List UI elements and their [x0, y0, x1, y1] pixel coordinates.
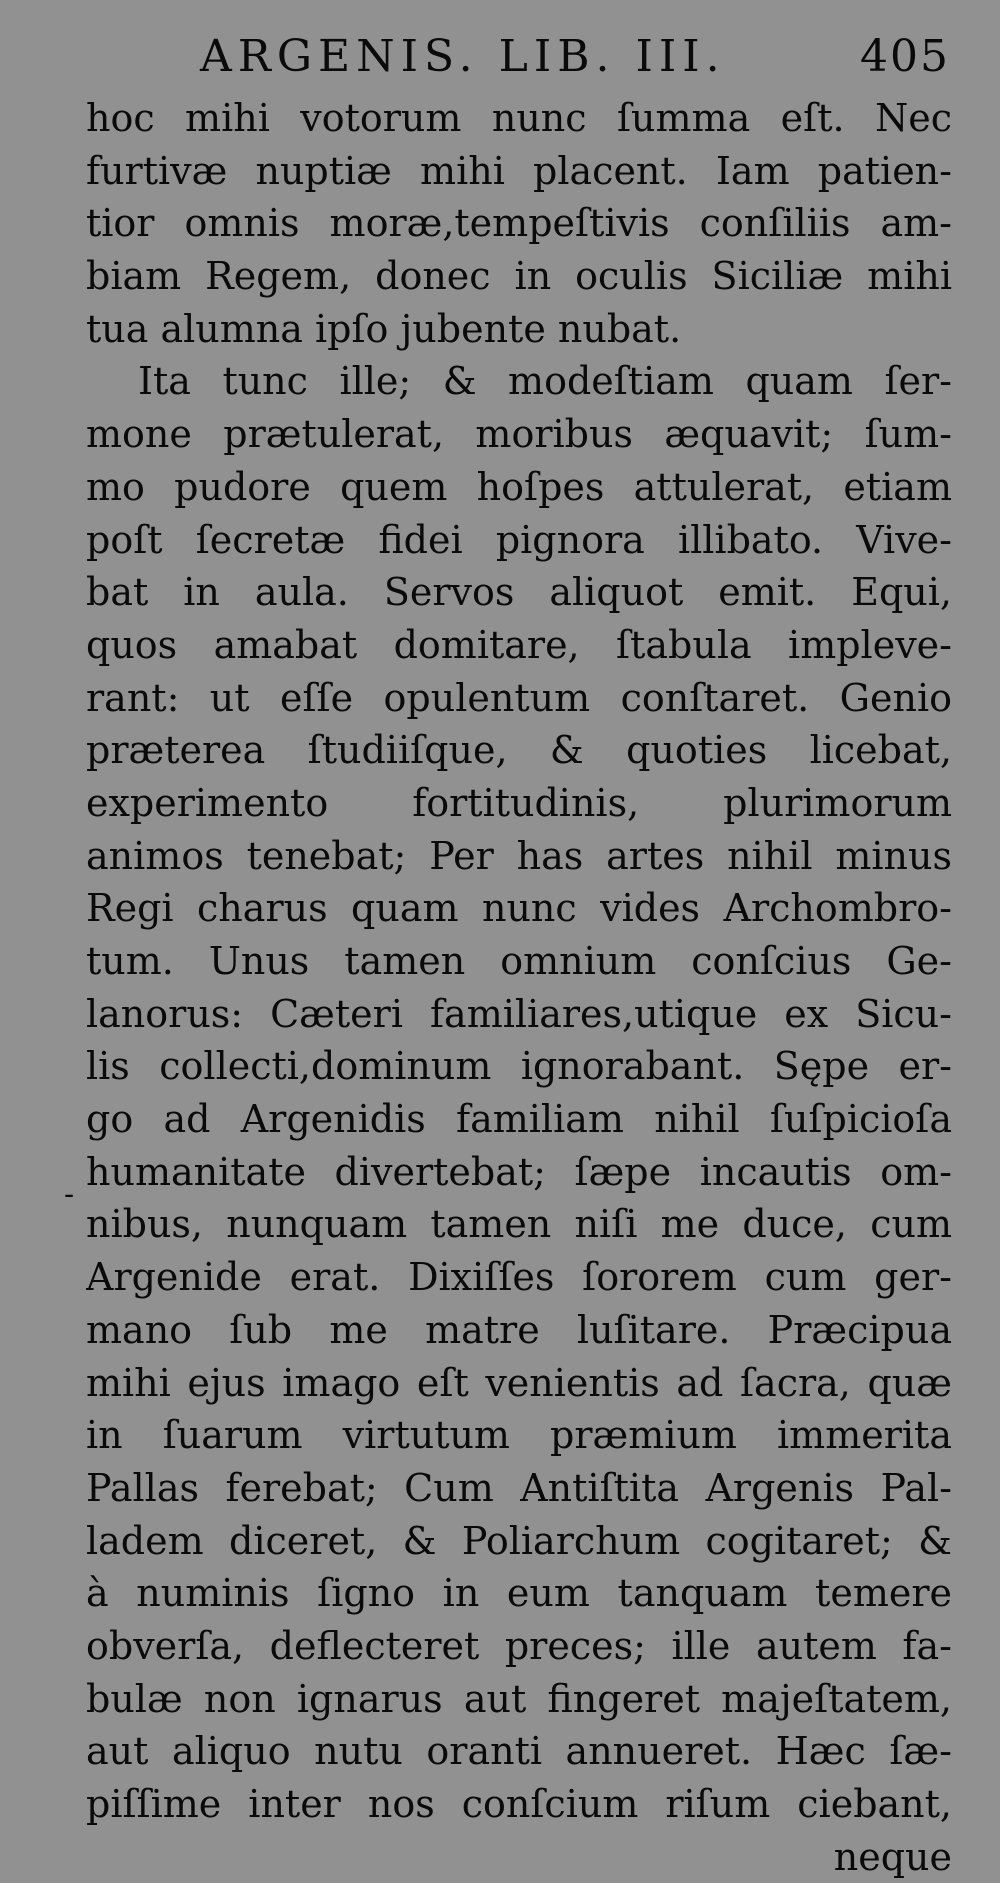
- text-line: lis collecti,dominum ignorabant. Sępe er-: [86, 1044, 952, 1089]
- text-line: humanitate divertebat; ſæpe incautis om-: [86, 1149, 952, 1194]
- text-line: lanorus: Cæteri familiares,utique ex Sicu-: [86, 991, 952, 1036]
- text-line: experimento fortitudinis, plurimorum: [86, 780, 952, 825]
- text-line: bat in aula. Servos aliquot emit. Equi,: [86, 570, 952, 615]
- text-line: Pallas ferebat; Cum Antiſtita Argenis Pal-: [86, 1465, 952, 1510]
- text-line: hoc mihi votorum nunc ſumma eſt. Nec: [86, 96, 952, 140]
- text-line: in ſuarum virtutum præmium immerita: [86, 1413, 952, 1458]
- text-line: go ad Argenidis familiam nihil ſuſpicioſa: [86, 1097, 952, 1142]
- page-body: [86, 92, 952, 1883]
- text-line: tum. Unus tamen omnium conſcius Ge-: [86, 939, 952, 983]
- text-line: piſſime inter nos conſcium riſum ciebant,: [86, 1782, 952, 1826]
- text-line: poſt ſecretæ fidei pignora illibato. Vive-: [86, 517, 952, 562]
- text-line: nibus, nunquam tamen niſi me duce, cum: [86, 1202, 952, 1247]
- text-line: tua alumna ipſo jubente nubat.: [86, 306, 682, 351]
- text-line: bulæ non ignarus aut fingeret majeſtatem,: [86, 1676, 952, 1721]
- text-line: animos tenebat; Per has artes nihil minus: [86, 833, 952, 878]
- text-line: mihi ejus imago eſt venientis ad ſacra, quæ: [86, 1360, 952, 1405]
- text-line: tior omnis moræ,tempeſtivis conſiliis am-: [86, 201, 952, 246]
- text-line: aut aliquo nutu oranti annueret. Hæc ſæ-: [86, 1729, 952, 1774]
- margin-mark: -: [64, 1177, 75, 1212]
- text-line: mo pudore quem hoſpes attulerat, etiam: [86, 464, 952, 509]
- text-line: Argenide erat. Dixiſſes ſororem cum ger-: [86, 1255, 952, 1300]
- text-line: à numinis ſigno in eum tanquam temere: [86, 1571, 952, 1616]
- text-line: obverſa, deflecteret preces; ille autem fa-: [86, 1623, 952, 1668]
- text-line: præterea ſtudiiſque, & quoties licebat,: [86, 728, 952, 773]
- text-line: Regi charus quam nunc vides Archombro-: [86, 886, 952, 931]
- text-line: mone prætulerat, moribus æquavit; ſum-: [86, 412, 952, 457]
- text-line: Ita tunc ille; & modeſtiam quam ſer-: [138, 359, 952, 404]
- catchword: neque: [833, 1834, 952, 1879]
- page-header: [200, 22, 960, 92]
- text-line: biam Regem, donec in oculis Siciliæ mihi: [86, 254, 952, 299]
- text-line: ladem diceret, & Poliarchum cogitaret; &: [86, 1518, 952, 1563]
- text-line: furtivæ nuptiæ mihi placent. Iam patien-: [86, 148, 952, 193]
- page-number: 405: [860, 31, 950, 82]
- text-line: rant: ut eſſe opulentum conſtaret. Genio: [86, 675, 952, 720]
- text-line: quos amabat domitare, ſtabula impleve-: [86, 622, 952, 667]
- running-title: ARGENIS. LIB. III.: [200, 31, 726, 82]
- text-line: mano ſub me matre luſitare. Præcipua: [86, 1307, 952, 1352]
